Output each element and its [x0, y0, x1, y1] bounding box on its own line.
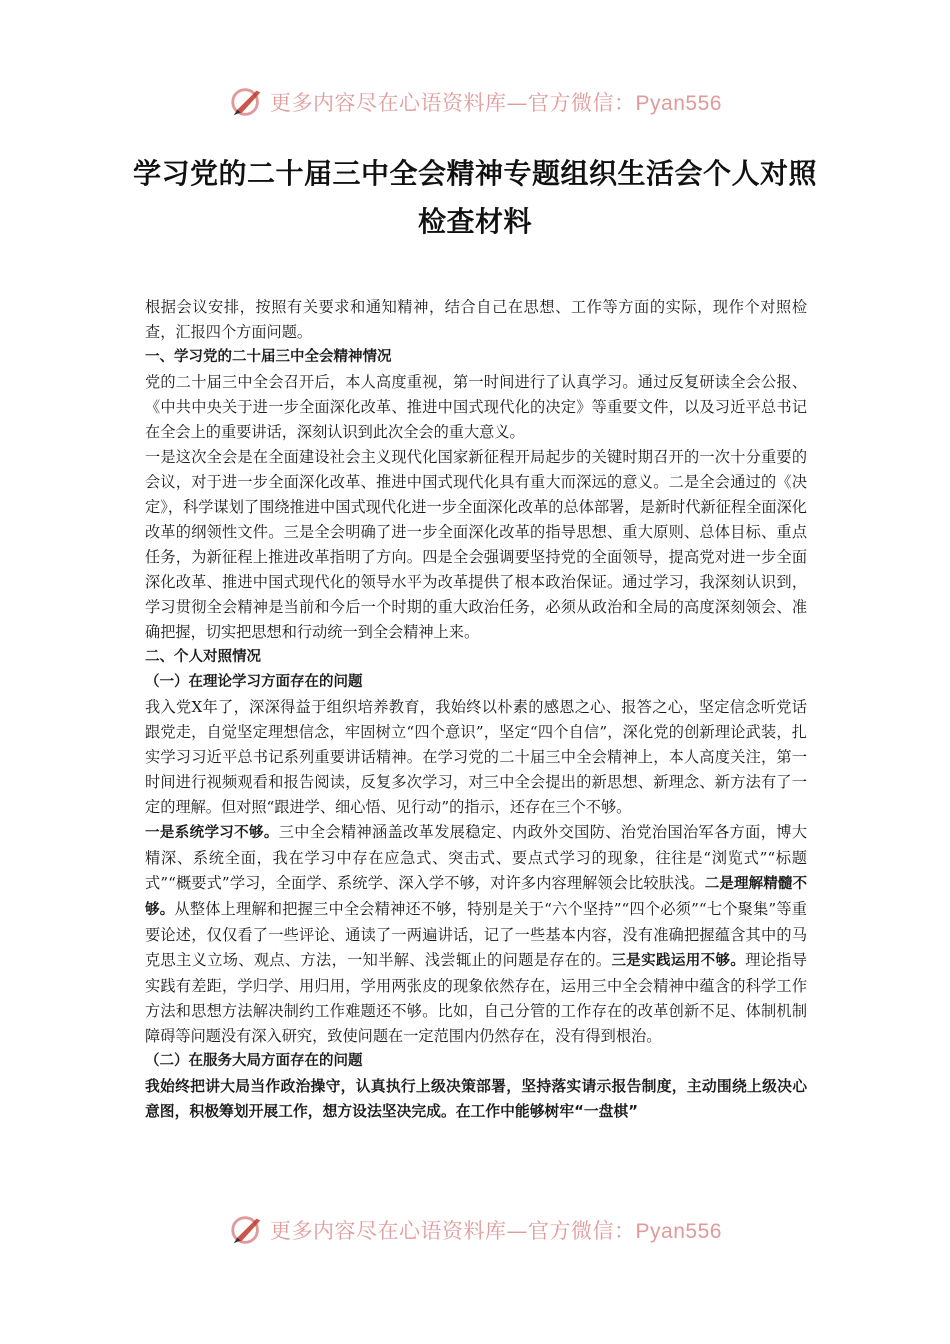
subsection-1-paragraph-1: 我入党X年了，深深得益于组织培养教育，我始终以朴素的感恩之心、报答之心，坚定信念听党话跟党走，自觉坚定理想信念，牢固树立“四个意识”，坚定“四个自信”，深化党的创新理论武装，扎实学习习近平总书记系列重要讲话精神。在学习党的二十届三中全会精神上，本人高度关注，第一时间进行视频观看和报告阅读，反复多次学习，对三中全会提出的新思想、新理念、新方法有了一定的理解。但对照“跟进学、细心悟、见行动”的指示，还存在三个不够。	[145, 698, 807, 816]
header-watermark-banner	[0, 80, 950, 124]
brush-logo-icon	[228, 1211, 266, 1249]
section-1-heading: 一、学习党的二十届三中全会精神情况	[145, 349, 392, 365]
bold-lead-1: 一是系统学习不够。	[145, 825, 279, 841]
wechat-id: Pyan556	[635, 1220, 722, 1243]
banner-text: 更多内容尽在心语资料库—官方微信：Pyan556	[270, 91, 722, 115]
lead-3-text: 理论指导实践有差距，学归学、用归用，学用两张皮的现象依然存在，运用三中全会精神中蕴含的科学工作方法和思想方法解决制约工作难题还不够。比如，自己分管的工作存在的改革创新不足、体制机制障碍等问题没有深入研究，致使问题在一定范围内仍然存在，没有得到根治。	[145, 951, 808, 1045]
subsection-1-paragraph-2	[145, 820, 807, 1049]
bold-lead-3: 三是实践运用不够。	[611, 953, 746, 969]
subsection-2-paragraph-1: 我始终把讲大局当作政治操守，认真执行上级决策部署，坚持落实请示报告制度，主动围绕上级决心意图，积极筹划开展工作，想方设法坚决完成。在工作中能够树牢“一盘棋”	[145, 1078, 807, 1120]
wechat-id: Pyan556	[635, 92, 722, 115]
lead-1-text: 三中全会精神涵盖改革发展稳定、内政外交国防、治党治国治军各方面，博大精深、系统全面，我在学习中存在应急式、突击式、要点式学习的现象，往往是“浏览式”“标题式”“概要式”学习，全面学、系统学、深入学不够，对许多内容理解领会比较肤浅。	[145, 823, 808, 892]
subsection-1-heading: （一）在理论学习方面存在的问题	[145, 674, 363, 690]
document-body	[145, 295, 807, 1124]
subsection-2-heading: （二）在服务大局方面存在的问题	[145, 1053, 363, 1069]
footer-watermark-banner	[0, 1208, 950, 1252]
intro-paragraph: 根据会议安排，按照有关要求和通知精神，结合自己在思想、工作等方面的实际，现作个对照检查，汇报四个方面问题。	[145, 298, 807, 341]
section-1-paragraph-2: 一是这次全会是在全面建设社会主义现代化国家新征程开局起步的关键时期召开的一次十分重要的会议，对于进一步全面深化改革、推进中国式现代化具有重大而深远的意义。二是全会通过的《决定》，科学谋划了围绕推进中国式现代化进一步全面深化改革的总体部署，是新时代新征程全面深化改革的纲领性文件。三是全会明确了进一步全面深化改革的指导思想、重大原则、总体目标、重点任务，为新征程上推进改革指明了方向。四是全会强调要坚持党的全面领导，提高党对进一步全面深化改革、推进中国式现代化的领导水平为改革提供了根本政治保证。通过学习，我深刻认识到，学习贯彻全会精神是当前和今后一个时期的重大政治任务，必须从政治和全局的高度深刻领会、准确把握，切实把思想和行动统一到全会精神上来。	[145, 448, 807, 641]
document-title: 学习党的二十届三中全会精神专题组织生活会个人对照检查材料	[132, 157, 817, 238]
brush-logo-icon	[228, 83, 266, 121]
bold-lead-2: 二是理解精髓不够。	[145, 876, 808, 918]
section-1-paragraph-1: 党的二十届三中全会召开后，本人高度重视，第一时间进行了认真学习。通过反复研读全会公报、《中共中央关于进一步全面深化改革、推进中国式现代化的决定》等重要文件，以及习近平总书记在全会上的重要讲话，深刻认识到此次全会的重大意义。	[145, 373, 807, 441]
lead-2-text: 从整体上理解和把握三中全会精神还不够，特别是关于“六个坚持”“四个必须”“七个聚集”等重要论述，仅仅看了一些评论、通读了一两遍讲话，记了一些基本内容，没有准确把握蕴含其中的马克思主义立场、观点、方法，一知半解、浅尝辄止的问题是存在的。	[145, 900, 807, 969]
section-2-heading: 二、个人对照情况	[145, 649, 261, 665]
banner-text: 更多内容尽在心语资料库—官方微信：Pyan556	[270, 1219, 722, 1243]
